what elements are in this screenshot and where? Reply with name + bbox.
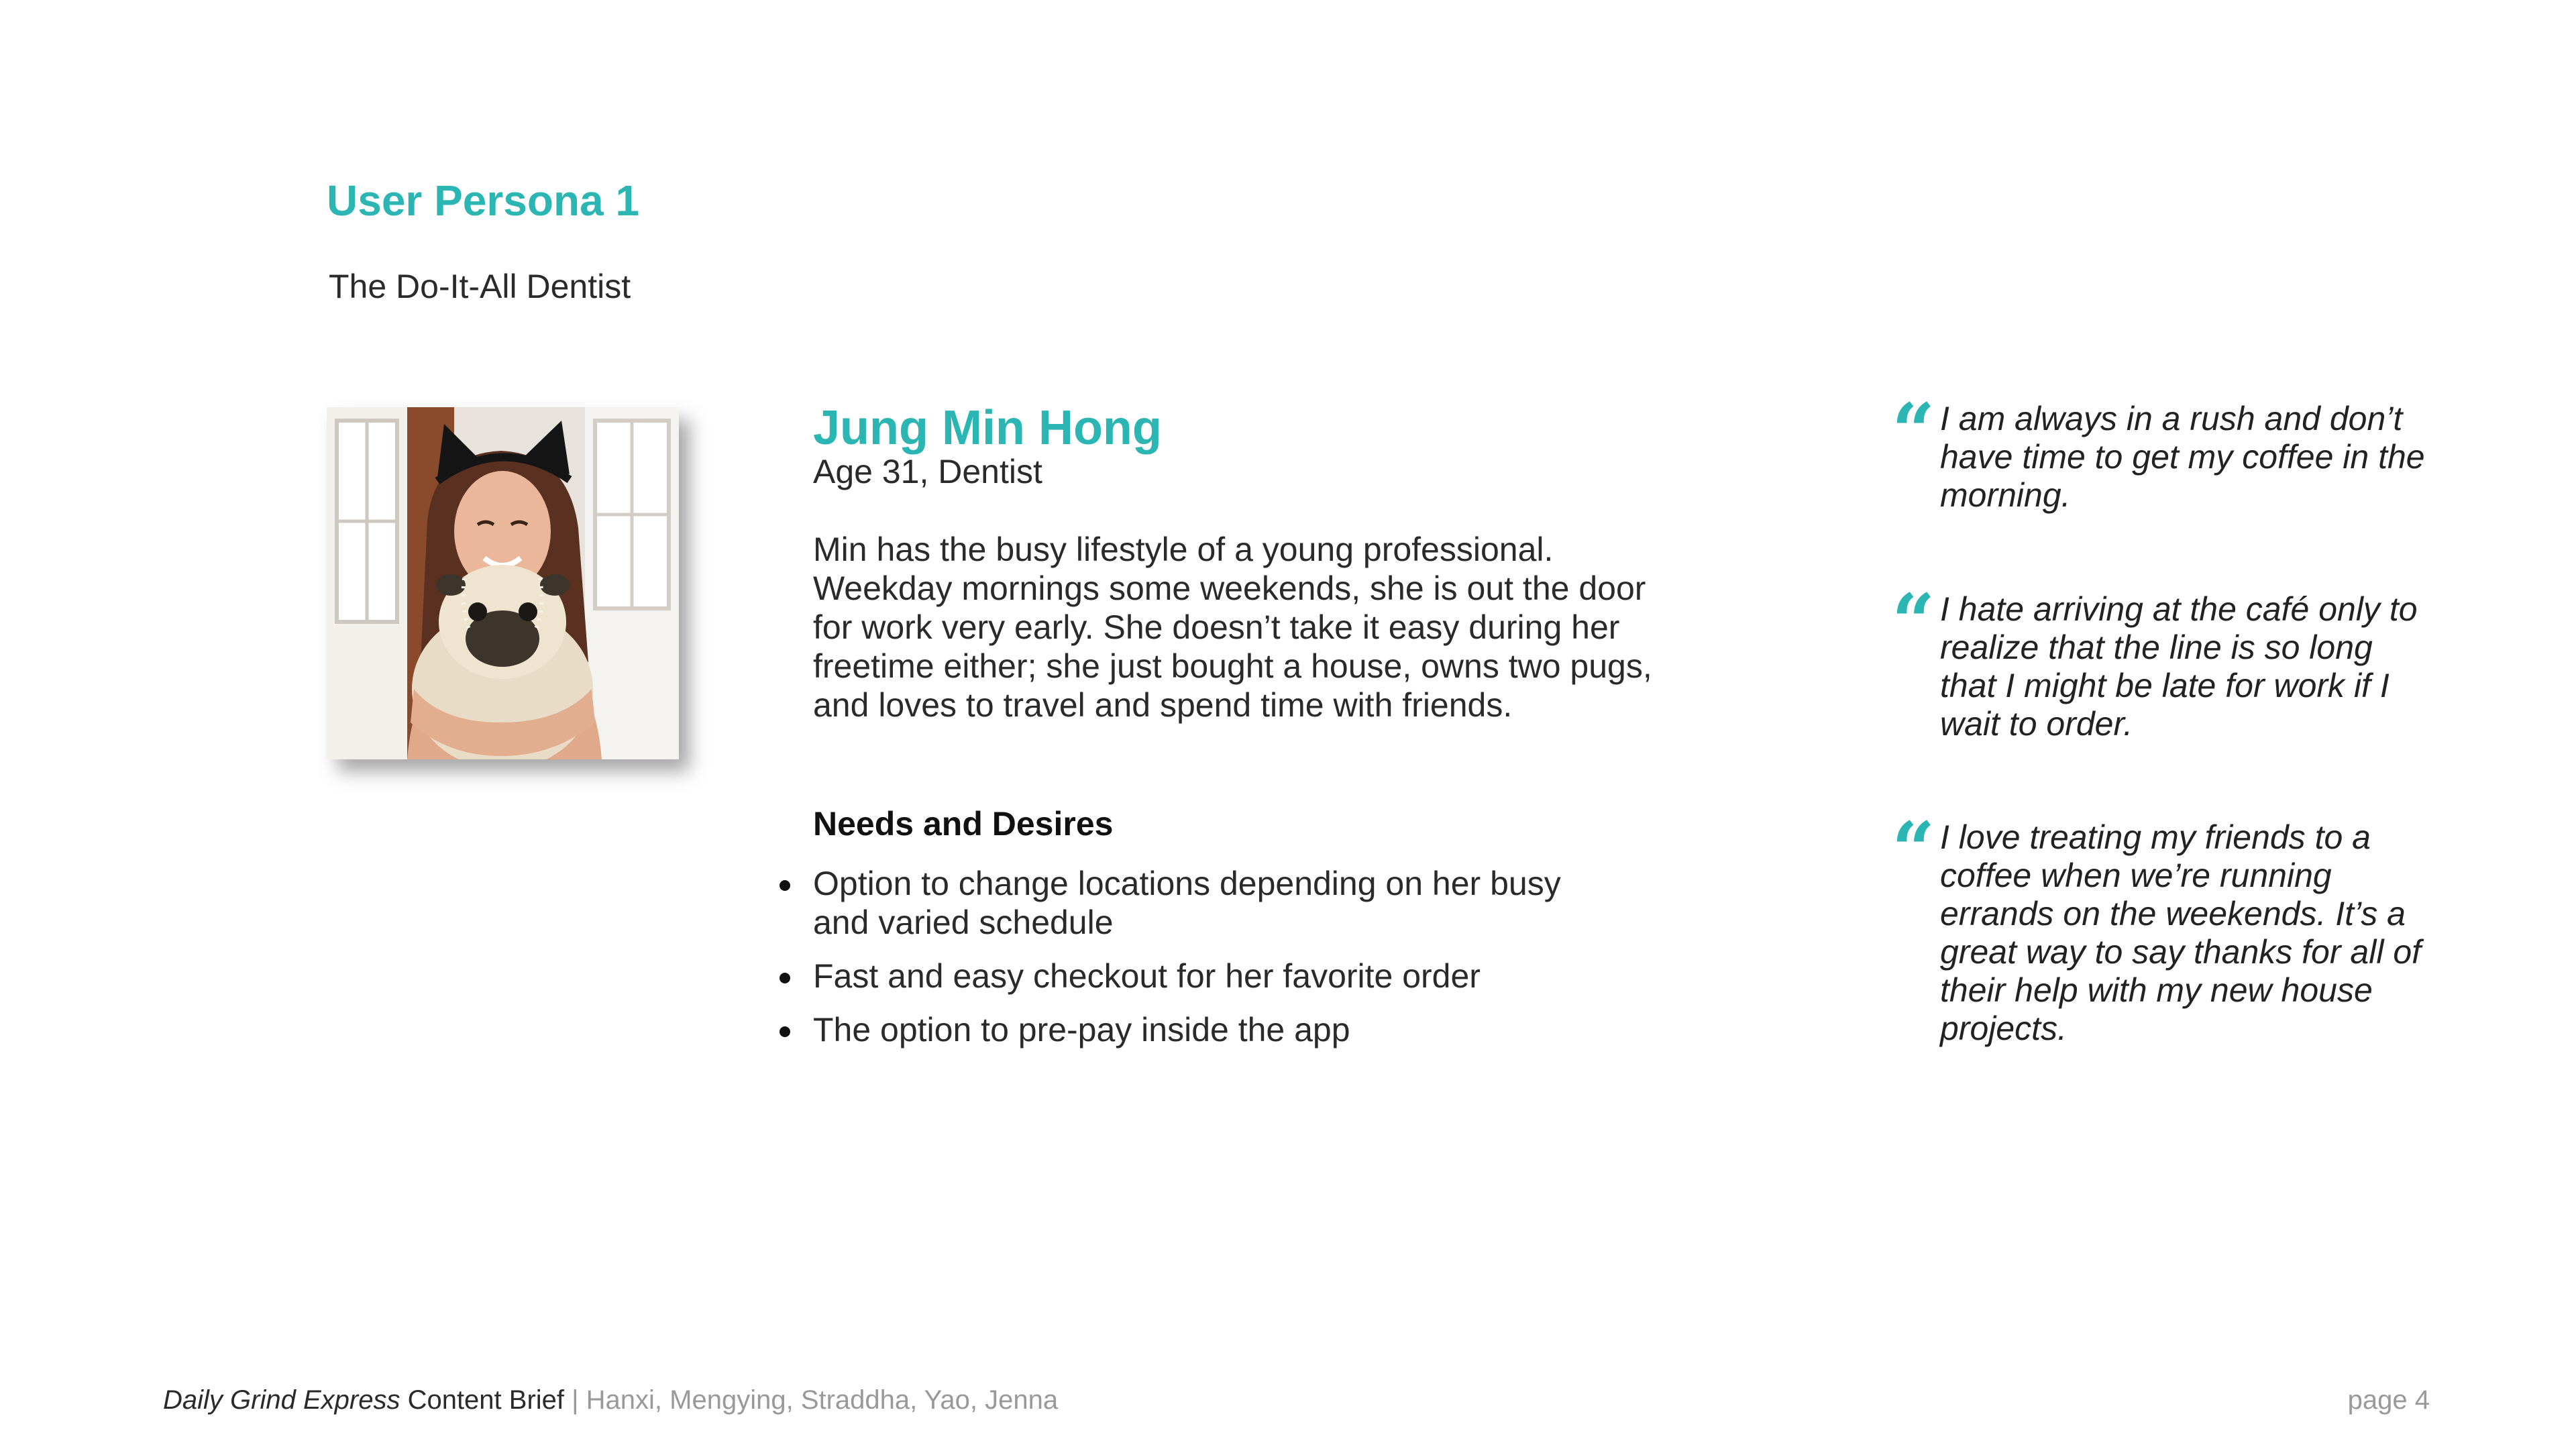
persona-name: Jung Min Hong bbox=[813, 401, 1162, 455]
footer-brand: Daily Grind Express bbox=[163, 1385, 400, 1415]
page-number: page 4 bbox=[2347, 1385, 2430, 1415]
footer-separator: | bbox=[564, 1385, 586, 1415]
persona-quote bbox=[1892, 388, 2428, 515]
page-title: User Persona 1 bbox=[327, 176, 640, 225]
needs-list-item bbox=[780, 864, 1618, 942]
quote-mark-icon: “ bbox=[1892, 806, 1935, 894]
quote-text: I hate arriving at the café only to realize that the line is so long that I might be late for work if I wait to order. bbox=[1940, 590, 2418, 743]
bullet-icon bbox=[780, 1026, 790, 1037]
page-subtitle: The Do-It-All Dentist bbox=[329, 268, 631, 305]
needs-list bbox=[780, 864, 1618, 1064]
footer-doc-type: Content Brief bbox=[407, 1385, 565, 1415]
persona-bio: Min has the busy lifestyle of a young professional. Weekday mornings some weekends, she is out the door for work very early. She doesn’t take it easy during her freetime either; she just bought a house, owns two pugs, and loves to travel and spend time with friends. bbox=[813, 531, 1652, 724]
bullet-icon bbox=[780, 973, 790, 983]
needs-list-item bbox=[780, 1010, 1618, 1049]
needs-item-text: Fast and easy checkout for her favorite order bbox=[813, 957, 1481, 995]
needs-item-text: The option to pre-pay inside the app bbox=[813, 1011, 1350, 1049]
persona-photo bbox=[327, 407, 679, 759]
needs-list-item bbox=[780, 957, 1618, 996]
needs-heading: Needs and Desires bbox=[813, 805, 1114, 843]
persona-age-occupation: Age 31, Dentist bbox=[813, 453, 1042, 490]
quote-text: I love treating my friends to a coffee when we’re running errands on the weekends. It’s a great way to say thanks for all of their help with my new house projects. bbox=[1940, 818, 2422, 1047]
bullet-icon bbox=[780, 880, 790, 891]
persona-quote bbox=[1892, 578, 2428, 743]
persona-quote bbox=[1892, 806, 2428, 1048]
quote-mark-icon: “ bbox=[1892, 388, 1935, 476]
quote-mark-icon: “ bbox=[1892, 578, 1935, 666]
footer-authors: Hanxi, Mengying, Straddha, Yao, Jenna bbox=[586, 1385, 1059, 1415]
footer bbox=[163, 1385, 1058, 1415]
quote-text: I am always in a rush and don’t have time to get my coffee in the morning. bbox=[1940, 400, 2425, 514]
needs-item-text: Option to change locations depending on her busy and varied schedule bbox=[813, 865, 1561, 941]
